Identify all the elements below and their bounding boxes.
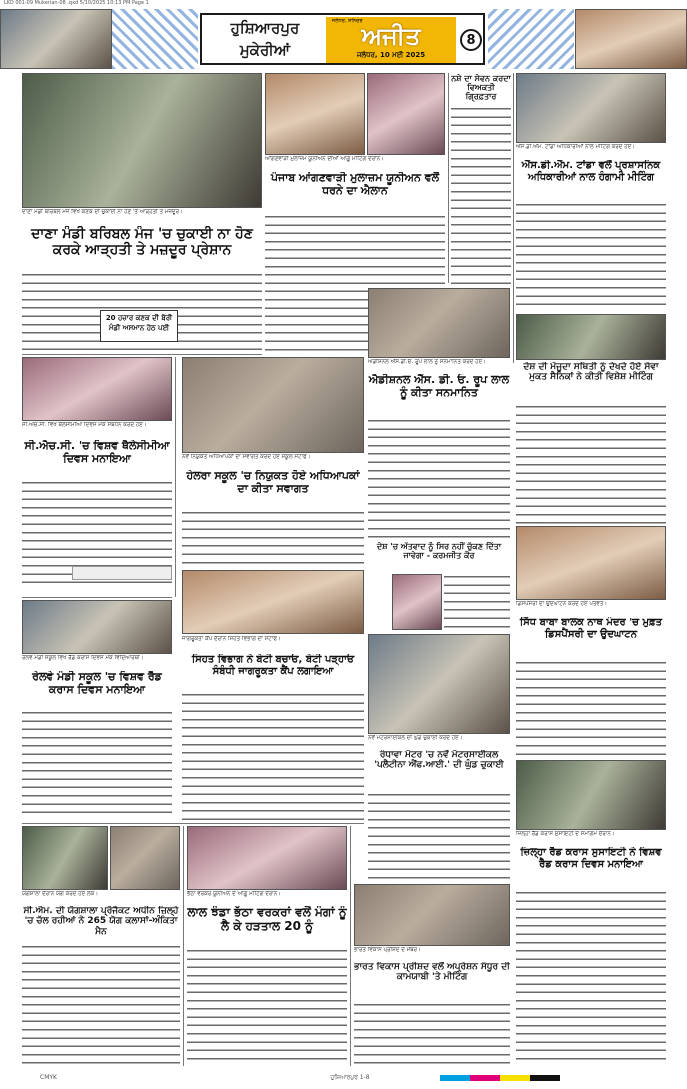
masthead-pattern-right: [488, 9, 574, 69]
yogshala-caption: ਯੋਗਸ਼ਾਲਾ ਦੌਰਾਨ ਯੋਗ ਕਰਦੇ ਹੋਏ ਲੋਕ।: [22, 891, 99, 897]
page-number: 8: [460, 29, 482, 51]
yogshala-body: [22, 944, 180, 1064]
health-camp-body: [182, 692, 364, 820]
bhatta-body: [187, 948, 347, 1064]
masthead: [0, 9, 687, 69]
grain-market-caption: ਦਾਣਾ ਮੰਡੀ ਬਰਿਬਲ ਮੰਜ ਵਿਖੇ ਕਣਕ ਦੀ ਚੁਕਾਈ ਨਾ ਹੋਣ 'ਤੇ ਆੜ੍ਹਤੀ ਤੇ ਮਜ਼ਦੂਰ।: [22, 209, 183, 215]
registration-bar: [0, 1072, 687, 1084]
helra-school-photo: [182, 357, 364, 453]
headline-grain-market: ਦਾਣਾ ਮੰਡੀ ਬਰਿਬਲ ਮੰਜ 'ਚ ਚੁਕਾਈ ਨਾ ਹੋਣ ਕਰਕੇ ਆੜ੍ਹਤੀ ਤੇ ਮਜ਼ਦੂਰ ਪ੍ਰੇਸ਼ਾਨ: [31, 226, 253, 259]
motorcycle-caption: ਨਵੇਂ ਮੋਟਰਸਾਈਕਲ ਦੀ ਘੁੰਡ ਚੁਕਾਈ ਕਰਦੇ ਹੋਏ।: [368, 735, 463, 741]
bhatta-photo: [187, 826, 347, 890]
redcross-body: [516, 890, 666, 1064]
karamjit-photo: [392, 574, 442, 630]
sainik-photo: [516, 314, 666, 360]
health-camp-caption: ਜਾਗਰੂਕਤਾ ਕੈਂਪ ਦੌਰਾਨ ਸਿਹਤ ਵਿਭਾਗ ਦਾ ਸਟਾਫ।: [182, 636, 281, 642]
slug-line: LKO 001-09 Mukerian-08 .qxd 5/10/2025 10:13 PM Page 1: [4, 0, 149, 6]
bharat-vikas-caption: ਭਾਰਤ ਵਿਕਾਸ ਪ੍ਰੀਸ਼ਦ ਦੇ ਮੈਂਬਰ।: [354, 947, 421, 953]
headline-motorcycle: ਰੰਧਾਵਾ ਮੋਟਰ 'ਚ ਨਵੇਂ ਮੋਟਰਸਾਈਕਲ 'ਪਲੈਟੀਨਾ ਐਂਫ.ਆਈ.' ਦੀ ਘੁੰਡ ਚੁਕਾਈ: [374, 750, 504, 771]
railway-school-photo: [22, 600, 172, 654]
headline-bhatta-workers: ਲਾਲ ਝੰਡਾ ਭੱਠਾ ਵਰਕਰਾਂ ਵਲੋਂ ਮੰਗਾਂ ਨੂੰ ਲੈ ਕੇ ਹੜਤਾਲ 20 ਨੂੰ: [187, 906, 347, 933]
masthead-left-photo: [0, 9, 112, 69]
headline-karamjit: ਦੇਸ਼ 'ਚ ਅੱਤਵਾਦ ਨੂੰ ਸਿਰ ਨਹੀਂ ਚੁੱਕਣ ਦਿੱਤਾ ਜਾਵੇਗਾ - ਕਰਮਜੀਤ ਕੌਰ: [376, 542, 502, 561]
yogshala-photo-2: [110, 826, 180, 890]
brand-box: [326, 17, 456, 63]
dispensary-photo: [516, 526, 666, 600]
headline-anganwadi: ਪੰਜਾਬ ਆਂਗਣਵਾੜੀ ਮੁਲਾਜ਼ਮ ਯੂਨੀਅਨ ਵਲੋਂ ਧਰਨੇ ਦਾ ਐਲਾਨ: [270, 172, 440, 197]
headline-sdm-tanda: ਐੱਸ.ਡੀ.ਐੱਮ. ਟਾਂਡਾ ਵਲੋਂ ਪ੍ਰਸ਼ਾਸਨਿਕ ਅਧਿਕਾਰੀਆਂ ਨਾਲ ਹੰਗਾਮੀ ਮੀਟਿੰਗ: [521, 160, 661, 183]
headline-helra-school: ਹੇਲਰਾ ਸਕੂਲ 'ਚ ਨਿਯੁਕਤ ਹੋਏ ਅਧਿਆਪਕਾਂ ਦਾ ਕੀਤਾ ਸਵਾਗਤ: [186, 470, 360, 495]
brand-small: ਜਲੰਧਰ, ਸ਼ਨਿਚਰ: [332, 18, 363, 24]
redcross-photo: [516, 760, 666, 830]
sdm-caption: ਐੱਸ.ਡੀ.ਐੱਮ. ਟਾਂਡਾ ਅਧਿਕਾਰੀਆਂ ਨਾਲ ਮੀਟਿੰਗ ਕਰਦੇ ਹੋਏ।: [516, 144, 635, 150]
motorcycle-body: [368, 792, 510, 880]
helra-body: [182, 510, 364, 568]
helra-caption: ਨਵੇਂ ਨਿਯੁਕਤ ਅਧਿਆਪਕਾਂ ਦਾ ਸਵਾਗਤ ਕਰਦੇ ਹੋਏ ਸਕੂਲ ਸਟਾਫ।: [182, 454, 311, 460]
redcross-caption: ਜ਼ਿਲ੍ਹਾ ਰੈੱਡ ਕਰਾਸ ਸੁਸਾਇਟੀ ਦੇ ਸਮਾਗਮ ਦੌਰਾਨ।: [516, 831, 615, 837]
rooplal-body: [368, 418, 510, 540]
headline-railway-school: ਰੇਲਵੇ ਮੰਡੀ ਸਕੂਲ 'ਚ ਵਿਸ਼ਵ ਰੈੱਡ ਕਰਾਸ ਦਿਵਸ ਮਨਾਇਆ: [32, 671, 162, 696]
chc-caption: ਸੀ.ਐਚ.ਸੀ. ਵਿਖੇ ਥੈਲੇਸੀਮੀਆ ਦਿਵਸ ਮੌਕੇ ਸੰਬੋਧਨ ਕਰਦੇ ਹੋਏ।: [22, 422, 147, 428]
headline-chc: ਸੀ.ਐਚ.ਸੀ. 'ਚ ਵਿਸ਼ਵ ਥੈਲੇਸੀਮੀਆ ਦਿਵਸ ਮਨਾਇਆ: [24, 440, 170, 465]
color-bar: [440, 1075, 560, 1081]
masthead-pattern-left: [112, 9, 198, 69]
yogshala-photo-1: [22, 826, 108, 890]
dispensary-caption: ਡਿਸਪੈਂਸਰੀ ਦਾ ਉਦਘਾਟਨ ਕਰਦੇ ਹੋਏ ਪਤਵੰਤੇ।: [516, 601, 608, 607]
masthead-right-photo: [575, 9, 687, 69]
issue-date: ਜਲੰਧਰ, 10 ਮਈ 2025: [356, 51, 426, 59]
bharat-vikas-photo: [354, 884, 510, 946]
headline-redcross-district: ਜ਼ਿਲ੍ਹਾ ਰੈੱਡ ਕਰਾਸ ਸੁਸਾਇਟੀ ਨੇ ਵਿਸ਼ਵ ਰੈੱਡ ਕਰਾਸ ਦਿਵਸ ਮਨਾਇਆ: [520, 847, 662, 870]
headline-health-camp: ਸਿਹਤ ਵਿਭਾਗ ਨੇ ਬੇਟੀ ਬਚਾਓ, ਬੇਟੀ ਪੜ੍ਹਾਓ ਸੰਬੰਧੀ ਜਾਗਰੂਕਤਾ ਕੈਂਪ ਲਗਾਇਆ: [191, 654, 355, 677]
motorcycle-photo: [368, 634, 510, 734]
dispensary-body: [516, 660, 666, 756]
rooplal-caption: ਐਡੀਸ਼ਨਲ ਐੱਸ.ਡੀ.ਓ. ਰੂਪ ਲਾਲ ਨੂੰ ਸਨਮਾਨਿਤ ਕਰਦੇ ਹੋਏ।: [368, 359, 486, 365]
cmyk-label: CMYK: [40, 1074, 57, 1081]
grain-market-callout: 20 ਹਜ਼ਾਰ ਕਣਕ ਦੀ ਬੋਰੀ ਮੰਡੀ ਅਸਮਾਨ ਹੇਠ ਪਈ: [100, 310, 178, 342]
page-slug: ਹੁਸ਼ਿਆਰਪੁਰ 1-8: [330, 1074, 370, 1081]
arrest-body: [451, 106, 511, 286]
anganwadi-caption: ਆਂਗਣਵਾੜੀ ਮੁਲਾਜ਼ਮ ਯੂਨੀਅਨ ਦੀਆਂ ਆਗੂ ਮੀਟਿੰਗ ਦੌਰਾਨ।: [265, 156, 384, 162]
anganwadi-photo-2: [367, 73, 445, 155]
railway-caption: ਰੇਲਵੇ ਮੰਡੀ ਸਕੂਲ ਵਿਖੇ ਰੈੱਡ ਕਰਾਸ ਦਿਵਸ ਮੌਕੇ ਵਿਦਿਆਰਥੀ।: [22, 655, 144, 661]
masthead-title-box: [200, 13, 485, 65]
health-camp-photo: [182, 570, 364, 634]
bhatta-caption: ਭੱਠਾ ਵਰਕਰ ਯੂਨੀਅਨ ਦੇ ਆਗੂ ਮੀਟਿੰਗ ਦੌਰਾਨ।: [187, 891, 281, 897]
anganwadi-photo-1: [265, 73, 365, 155]
railway-body: [22, 710, 172, 820]
headline-rooplal: ਐਡੀਸ਼ਨਲ ਐੱਸ. ਡੀ. ਓ. ਰੂਪ ਲਾਲ ਨੂੰ ਕੀਤਾ ਸਨਮਾਨਿਤ: [368, 374, 510, 399]
chc-quote-band: [72, 566, 172, 580]
ex-servicemen-body: [516, 404, 666, 524]
karamjit-body: [444, 574, 510, 630]
headline-arrest: ਨਸ਼ੇ ਦਾ ਸੇਵਨ ਕਰਦਾ ਵਿਅਕਤੀ ਗ੍ਰਿਫ਼ਤਾਰ: [451, 74, 511, 102]
bharat-vikas-body: [354, 1002, 510, 1064]
sdm-body: [516, 202, 666, 312]
sdm-photo: [516, 73, 666, 143]
headline-bharat-vikas: ਭਾਰਤ ਵਿਕਾਸ ਪ੍ਰੀਸ਼ਦ ਵਲੋਂ ਅਪ੍ਰੇਸ਼ਨ ਸੰਧੂਰ ਦੀ ਕਾਮਯਾਬੀ 'ਤੇ ਮੀਟਿੰਗ: [354, 962, 510, 983]
chc-photo: [22, 357, 172, 421]
rooplal-photo: [368, 288, 510, 358]
headline-dispensary: ਸਿੱਧ ਬਾਬਾ ਬਾਲਕ ਨਾਥ ਮੰਦਰ 'ਚ ਮੁਫ਼ਤ ਡਿਸਪੈਂਸਰੀ ਦਾ ਉਦਘਾਟਨ: [519, 617, 663, 640]
headline-yogshala: ਸੀ.ਐਮ. ਦੀ ਯੋਗਸ਼ਾਲਾ ਪ੍ਰੋਜੈਕਟ ਅਧੀਨ ਜ਼ਿਲ੍ਹੇ 'ਚ ਚੱਲ ਰਹੀਆਂ ਨੇ 265 ਯੋਗ ਕਲਾਸਾਂ-ਅੰਕਿਤਾ ਮੈਨ: [23, 906, 179, 937]
brand-logo: ਅਜੀਤ: [361, 22, 421, 50]
grain-market-photo: [22, 73, 262, 208]
edition-title: ਹੁਸ਼ਿਆਰਪੁਰ ਮੁਕੇਰੀਆਂ: [230, 19, 300, 59]
headline-ex-servicemen: ਦੇਸ਼ ਦੀ ਮੌਜੂਦਾ ਸਥਿਤੀ ਨੂੰ ਦੇਖਦੇ ਹੋਏ ਸੇਵਾ ਮੁਕਤ ਸੈਨਿਕਾਂ ਨੇ ਕੀਤੀ ਵਿਸ਼ੇਸ਼ ਮੀਟਿੰਗ: [523, 362, 659, 383]
